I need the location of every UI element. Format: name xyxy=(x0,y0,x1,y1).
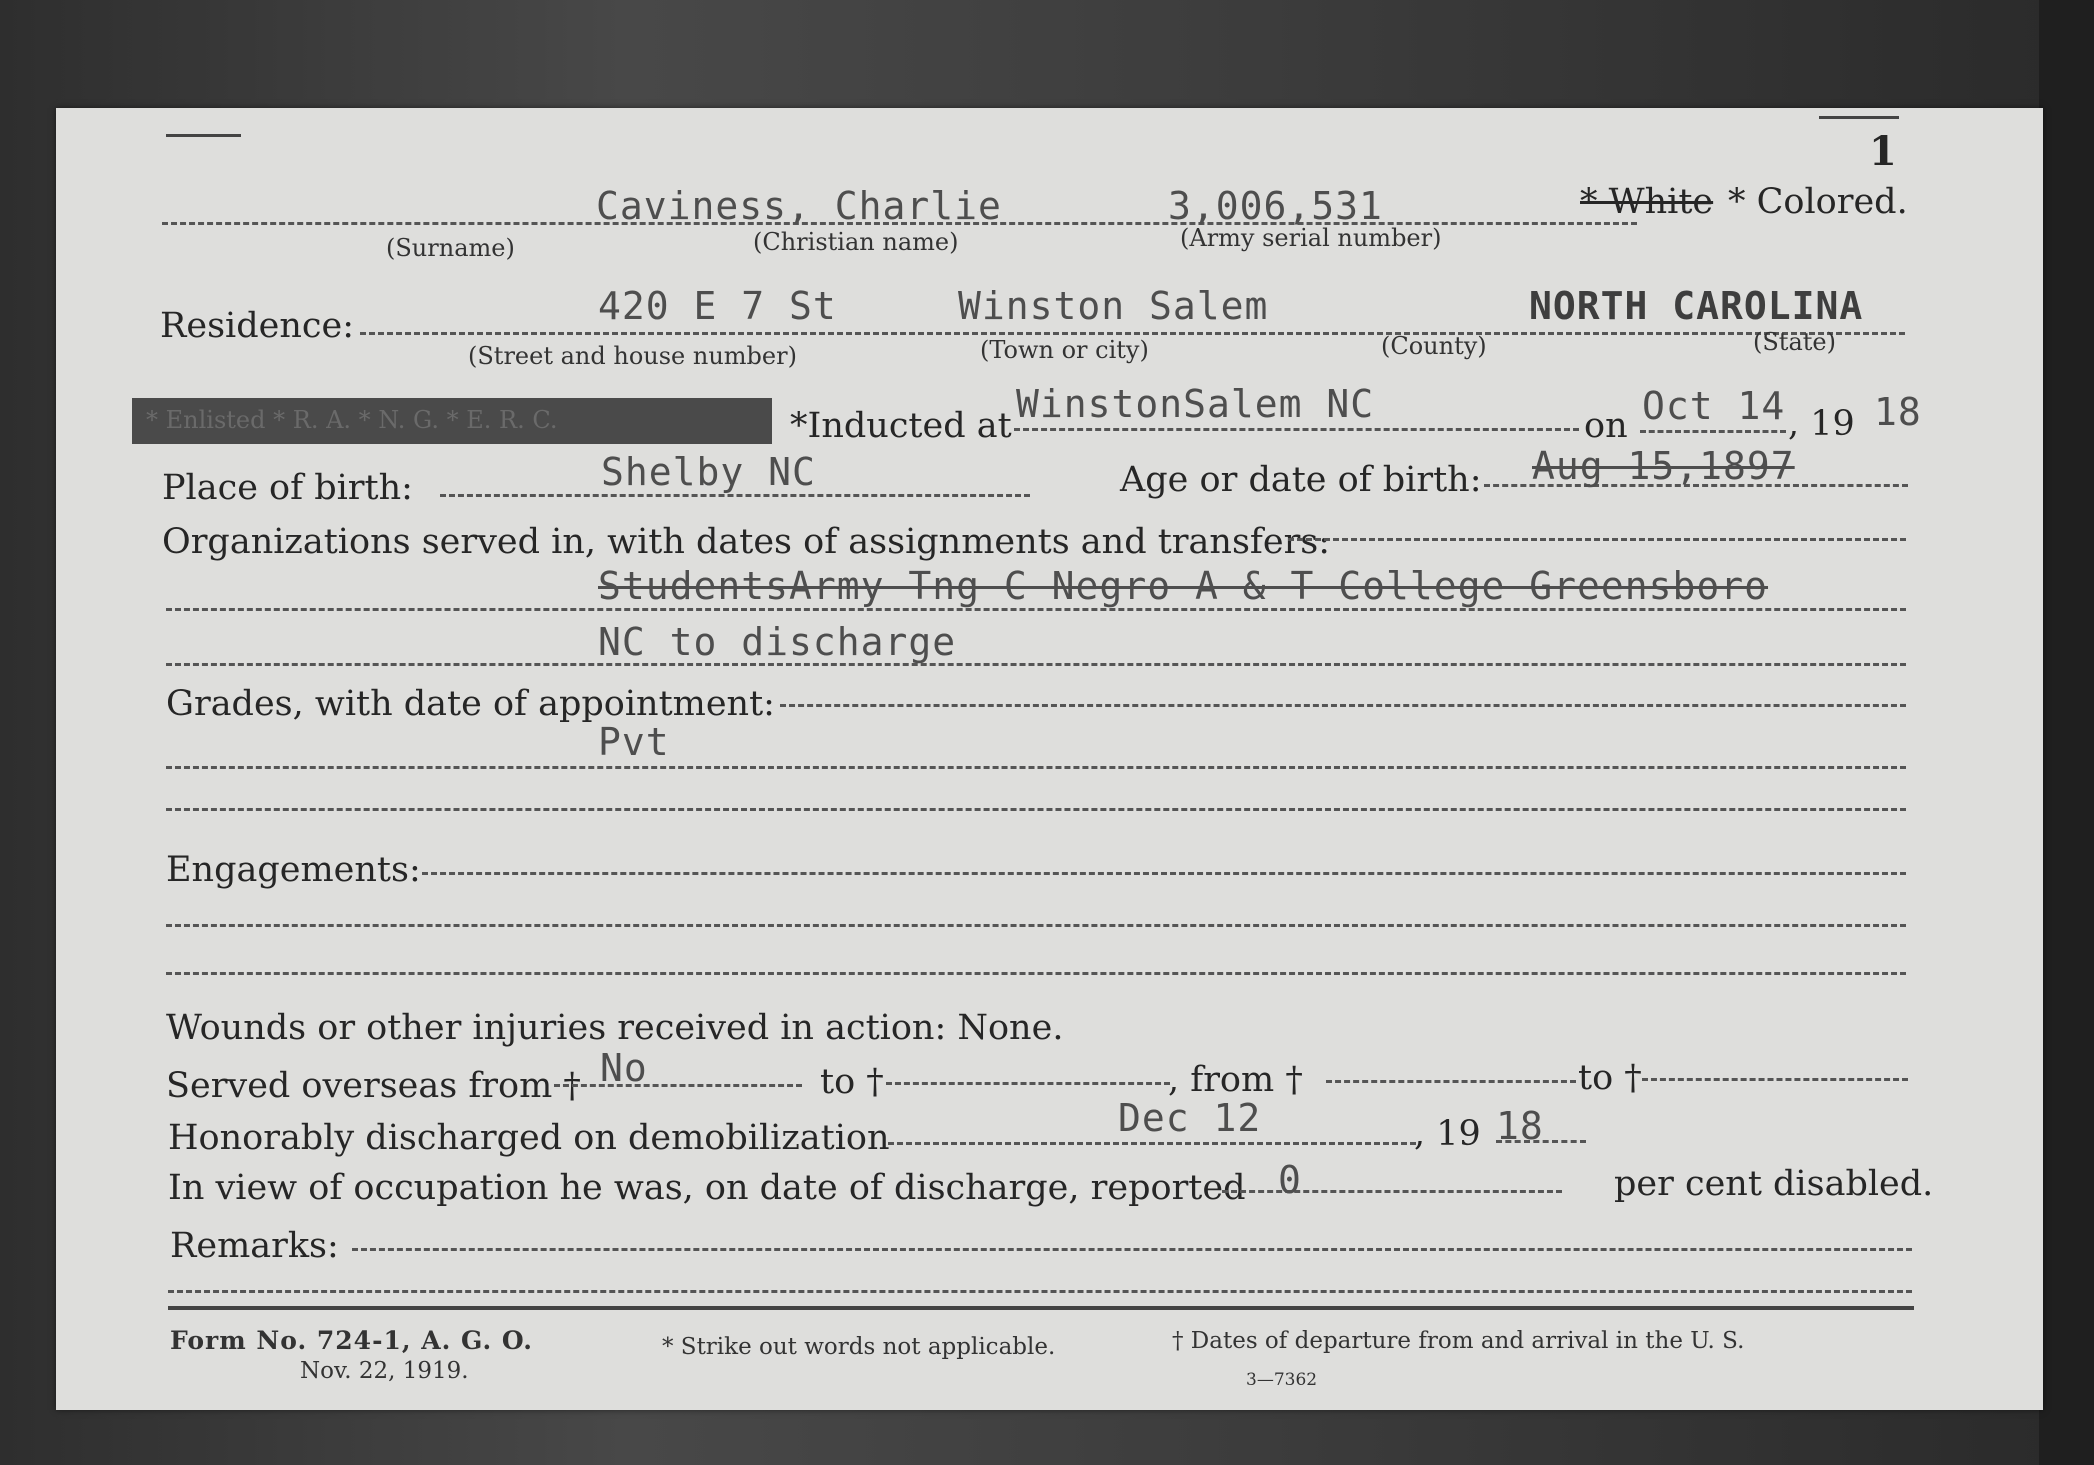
print-code: 3—7362 xyxy=(1246,1370,1318,1390)
engagements-line-3 xyxy=(166,972,1906,975)
wounds-statement: Wounds or other injuries received in action: None. xyxy=(166,1008,1064,1048)
engagements-line-2 xyxy=(166,924,1906,927)
discharge-year-prefix: , 19 xyxy=(1414,1114,1481,1154)
disability-value: 0 xyxy=(1278,1158,1302,1202)
form-date: Nov. 22, 1919. xyxy=(300,1358,469,1384)
discharge-label: Honorably discharged on demobilization xyxy=(168,1118,890,1158)
dates-note: † Dates of departure from and arrival in the U. S. xyxy=(1172,1328,1745,1354)
grades-label-line xyxy=(780,704,1906,707)
organizations-label-line xyxy=(1288,538,1906,541)
scan-edge xyxy=(2039,0,2094,1465)
overseas-to2-line xyxy=(1642,1078,1908,1081)
remarks-label: Remarks: xyxy=(170,1226,339,1266)
engagements-line-1 xyxy=(422,872,1906,875)
induction-year: 18 xyxy=(1874,390,1922,434)
footer-rule xyxy=(168,1306,1914,1310)
induction-date: Oct 14 xyxy=(1642,384,1786,428)
organizations-label: Organizations served in, with dates of assignments and transfers: xyxy=(162,522,1331,562)
redacted-enlistment-options: * Enlisted * R. A. * N. G. * E. R. C. xyxy=(146,406,558,434)
town-caption: (Town or city) xyxy=(980,336,1149,364)
grades-label: Grades, with date of appointment: xyxy=(166,684,775,724)
inducted-place-line xyxy=(1014,428,1579,431)
remarks-line-1 xyxy=(352,1248,1912,1251)
residence-state: NORTH CAROLINA xyxy=(1529,284,1864,328)
grades-line-1 xyxy=(166,766,1906,769)
remarks-line-2 xyxy=(168,1290,1912,1293)
overseas-to2-label: to † xyxy=(1578,1058,1642,1098)
disability-suffix: per cent disabled. xyxy=(1614,1164,1934,1204)
organizations-line-1 xyxy=(166,608,1906,611)
top-right-rule xyxy=(1819,116,1899,119)
organizations-entry-2: NC to discharge xyxy=(598,620,957,664)
organizations-line-2 xyxy=(166,663,1906,666)
form-number: Form No. 724-1, A. G. O. xyxy=(170,1326,533,1355)
discharge-date-line xyxy=(888,1142,1416,1145)
overseas-from2-label: , from † xyxy=(1168,1060,1303,1100)
on-label: on xyxy=(1584,406,1628,446)
overseas-from-line xyxy=(554,1084,802,1087)
inducted-place: WinstonSalem NC xyxy=(1016,382,1375,426)
race-colored: * Colored. xyxy=(1728,182,1908,222)
surname-caption: (Surname) xyxy=(386,234,515,262)
discharge-year: 18 xyxy=(1496,1104,1544,1148)
card-number: 1 xyxy=(1869,128,1897,175)
discharge-year-line xyxy=(1496,1140,1586,1143)
date-of-birth-label: Age or date of birth: xyxy=(1120,460,1482,500)
place-of-birth-label: Place of birth: xyxy=(162,468,413,508)
date-of-birth: Aug 15,1897 xyxy=(1532,444,1795,488)
induction-date-line xyxy=(1640,430,1786,433)
engagements-label: Engagements: xyxy=(166,850,421,890)
place-of-birth: Shelby NC xyxy=(601,450,816,494)
residence-label: Residence: xyxy=(160,306,354,346)
grades-line-2 xyxy=(166,808,1906,811)
inducted-at-label: *Inducted at xyxy=(790,406,1012,446)
residence-line xyxy=(360,332,1905,335)
overseas-from-value: No xyxy=(600,1046,648,1090)
street-caption: (Street and house number) xyxy=(468,342,797,370)
discharge-date: Dec 12 xyxy=(1118,1096,1262,1140)
christian-name-caption: (Christian name) xyxy=(753,228,959,256)
overseas-to-line xyxy=(886,1082,1170,1085)
organizations-entry-1: StudentsArmy Tng C Negro A & T College Greensboro xyxy=(598,564,1769,608)
army-serial-number: 3,006,531 xyxy=(1168,184,1383,228)
overseas-to-label: to † xyxy=(820,1062,884,1102)
residence-town: Winston Salem xyxy=(958,284,1269,328)
residence-street: 420 E 7 St xyxy=(598,284,837,328)
top-left-rule xyxy=(166,134,241,137)
grade-value: Pvt xyxy=(598,720,670,764)
place-of-birth-line xyxy=(440,494,1030,497)
surname-christian-name: Caviness, Charlie xyxy=(596,184,1002,228)
overseas-from-label: Served overseas from † xyxy=(166,1066,581,1106)
state-caption: (State) xyxy=(1753,328,1836,356)
disability-line xyxy=(1222,1190,1562,1193)
serial-number-caption: (Army serial number) xyxy=(1180,224,1442,252)
strike-out-note: * Strike out words not applicable. xyxy=(662,1334,1056,1360)
service-record-card xyxy=(56,108,2043,1410)
induction-year-prefix: , 19 xyxy=(1788,404,1855,444)
overseas-from2-line xyxy=(1326,1080,1576,1083)
race-white: * White xyxy=(1580,182,1714,222)
disability-label: In view of occupation he was, on date of discharge, reported xyxy=(168,1168,1246,1208)
county-caption: (County) xyxy=(1381,332,1487,360)
